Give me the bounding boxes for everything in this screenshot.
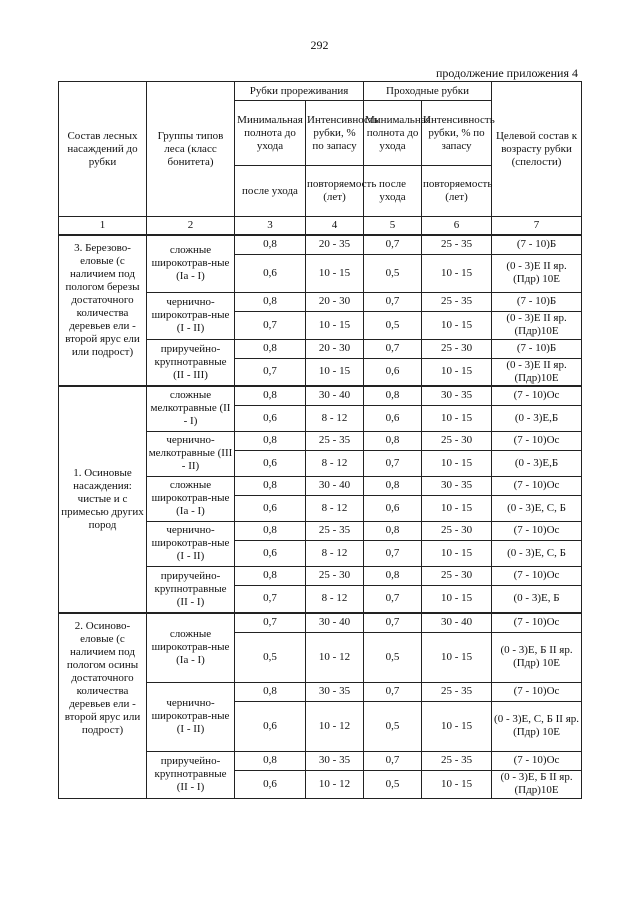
header-thin-intensity: Интенсивность рубки, % по запасу <box>306 101 364 166</box>
pass-min-density-cell: 0,5 <box>364 770 422 798</box>
pass-min-density-cell: 0,5 <box>364 632 422 682</box>
forest-group-name: приручейно-крупнотравные (II - I) <box>147 751 235 798</box>
target-composition-cell: (0 - 3)Е II яр. (Пдр) 10Е <box>492 254 582 292</box>
pass-intensity-cell: 10 - 15 <box>422 701 492 751</box>
target-composition-cell: (7 - 10)Ос <box>492 566 582 585</box>
thin-intensity-cell: 30 - 40 <box>306 386 364 405</box>
pass-intensity-cell: 10 - 15 <box>422 495 492 521</box>
pass-min-density-cell: 0,5 <box>364 311 422 339</box>
thin-intensity-cell: 25 - 30 <box>306 566 364 585</box>
pass-intensity-cell: 25 - 35 <box>422 235 492 254</box>
target-composition-cell: (0 - 3)Е II яр.(Пдр)10Е <box>492 358 582 386</box>
pass-min-density-cell: 0,6 <box>364 358 422 386</box>
thin-intensity-cell: 10 - 15 <box>306 254 364 292</box>
thin-intensity-cell: 10 - 15 <box>306 311 364 339</box>
thin-intensity-cell: 25 - 35 <box>306 431 364 450</box>
header-pass-repeat: повторяемость (лет) <box>422 166 492 217</box>
column-number: 5 <box>364 217 422 236</box>
pass-intensity-cell: 25 - 35 <box>422 682 492 701</box>
thin-min-density-cell: 0,6 <box>235 254 306 292</box>
section-name: 2. Осиново-еловые (с наличием под пологом осины достаточного количества деревьев ели - второй ярус или подрост) <box>59 613 147 798</box>
thin-intensity-cell: 10 - 15 <box>306 358 364 386</box>
forest-group-name: чернично-мелкотравные (III - II) <box>147 431 235 476</box>
header-passage: Проходные рубки <box>364 82 492 101</box>
target-composition-cell: (0 - 3)Е,Б <box>492 450 582 476</box>
pass-min-density-cell: 0,6 <box>364 495 422 521</box>
column-number: 1 <box>59 217 147 236</box>
target-composition-cell: (0 - 3)Е, С, Б II яр. (Пдр) 10Е <box>492 701 582 751</box>
pass-min-density-cell: 0,7 <box>364 292 422 311</box>
thin-intensity-cell: 10 - 12 <box>306 770 364 798</box>
continuation-note: продолжение приложения 4 <box>436 66 578 80</box>
pass-intensity-cell: 30 - 35 <box>422 386 492 405</box>
forest-group-name: приручейно-крупнотравные (II - III) <box>147 339 235 386</box>
pass-intensity-cell: 30 - 40 <box>422 613 492 632</box>
thin-intensity-cell: 20 - 30 <box>306 292 364 311</box>
header-thin-min-density: Минимальная полнота до ухода <box>235 101 306 166</box>
pass-min-density-cell: 0,7 <box>364 450 422 476</box>
table-row <box>59 386 582 405</box>
pass-min-density-cell: 0,7 <box>364 339 422 358</box>
thin-min-density-cell: 0,7 <box>235 613 306 632</box>
column-number: 2 <box>147 217 235 236</box>
forest-group-name: чернично-широкотрав-ные (I - II) <box>147 292 235 339</box>
target-composition-cell: (7 - 10)Б <box>492 235 582 254</box>
pass-intensity-cell: 30 - 35 <box>422 476 492 495</box>
target-composition-cell: (0 - 3)Е, С, Б <box>492 540 582 566</box>
pass-min-density-cell: 0,8 <box>364 476 422 495</box>
pass-min-density-cell: 0,8 <box>364 521 422 540</box>
target-composition-cell: (7 - 10)Б <box>492 292 582 311</box>
target-composition-cell: (7 - 10)Ос <box>492 682 582 701</box>
forest-group-name: сложные широкотрав-ные (Iа - I) <box>147 235 235 292</box>
target-composition-cell: (7 - 10)Ос <box>492 751 582 770</box>
pass-intensity-cell: 10 - 15 <box>422 254 492 292</box>
header-target: Целевой состав к возрасту рубки (спелости) <box>492 82 582 217</box>
pass-intensity-cell: 25 - 30 <box>422 431 492 450</box>
pass-intensity-cell: 10 - 15 <box>422 540 492 566</box>
thin-min-density-cell: 0,6 <box>235 450 306 476</box>
thin-min-density-cell: 0,7 <box>235 358 306 386</box>
target-composition-cell: (7 - 10)Ос <box>492 613 582 632</box>
header-forest-groups: Группы типов леса (класс бонитета) <box>147 82 235 217</box>
thin-min-density-cell: 0,5 <box>235 632 306 682</box>
pass-min-density-cell: 0,8 <box>364 566 422 585</box>
pass-intensity-cell: 25 - 35 <box>422 292 492 311</box>
pass-intensity-cell: 25 - 30 <box>422 521 492 540</box>
thin-intensity-cell: 10 - 12 <box>306 701 364 751</box>
thin-min-density-cell: 0,8 <box>235 521 306 540</box>
header-thinning: Рубки прореживания <box>235 82 364 101</box>
pass-min-density-cell: 0,8 <box>364 431 422 450</box>
pass-intensity-cell: 25 - 30 <box>422 339 492 358</box>
column-number: 6 <box>422 217 492 236</box>
target-composition-cell: (0 - 3)Е, Б <box>492 585 582 613</box>
thin-min-density-cell: 0,7 <box>235 585 306 613</box>
thin-intensity-cell: 8 - 12 <box>306 405 364 431</box>
thin-intensity-cell: 30 - 35 <box>306 682 364 701</box>
table-body <box>59 235 582 798</box>
target-composition-cell: (0 - 3)Е, Б II яр.(Пдр)10Е <box>492 770 582 798</box>
header-thin-after: после ухода <box>235 166 306 217</box>
thin-intensity-cell: 20 - 35 <box>306 235 364 254</box>
thin-intensity-cell: 8 - 12 <box>306 450 364 476</box>
forest-group-name: сложные широкотрав-ные (Iа - I) <box>147 613 235 682</box>
header-pass-intensity: Интенсивность рубки, % по запасу <box>422 101 492 166</box>
pass-min-density-cell: 0,5 <box>364 701 422 751</box>
column-number: 7 <box>492 217 582 236</box>
forest-group-name: чернично-широкотрав-ные (I - II) <box>147 521 235 566</box>
column-number: 4 <box>306 217 364 236</box>
pass-min-density-cell: 0,7 <box>364 585 422 613</box>
thin-min-density-cell: 0,8 <box>235 339 306 358</box>
pass-intensity-cell: 10 - 15 <box>422 585 492 613</box>
thin-intensity-cell: 25 - 35 <box>306 521 364 540</box>
target-composition-cell: (0 - 3)Е, Б II яр. (Пдр) 10Е <box>492 632 582 682</box>
header-composition: Состав лесных насаждений до рубки <box>59 82 147 217</box>
thin-min-density-cell: 0,6 <box>235 770 306 798</box>
pass-intensity-cell: 25 - 35 <box>422 751 492 770</box>
thin-min-density-cell: 0,8 <box>235 682 306 701</box>
pass-min-density-cell: 0,5 <box>364 254 422 292</box>
thin-intensity-cell: 8 - 12 <box>306 495 364 521</box>
forest-group-name: сложные мелкотравные (II - I) <box>147 386 235 431</box>
thin-min-density-cell: 0,6 <box>235 540 306 566</box>
pass-intensity-cell: 10 - 15 <box>422 450 492 476</box>
target-composition-cell: (7 - 10)Б <box>492 339 582 358</box>
thin-min-density-cell: 0,6 <box>235 495 306 521</box>
thin-min-density-cell: 0,8 <box>235 386 306 405</box>
column-number: 3 <box>235 217 306 236</box>
forest-care-table <box>58 81 582 799</box>
forest-group-name: сложные широкотрав-ные (Iа - I) <box>147 476 235 521</box>
pass-min-density-cell: 0,7 <box>364 235 422 254</box>
pass-min-density-cell: 0,7 <box>364 682 422 701</box>
pass-intensity-cell: 25 - 30 <box>422 566 492 585</box>
table-row <box>59 235 582 254</box>
forest-group-name: приручейно-крупнотравные (II - I) <box>147 566 235 613</box>
pass-min-density-cell: 0,8 <box>364 386 422 405</box>
thin-intensity-cell: 20 - 30 <box>306 339 364 358</box>
thin-intensity-cell: 30 - 35 <box>306 751 364 770</box>
target-composition-cell: (0 - 3)Е, С, Б <box>492 495 582 521</box>
target-composition-cell: (0 - 3)Е,Б <box>492 405 582 431</box>
pass-intensity-cell: 10 - 15 <box>422 405 492 431</box>
thin-intensity-cell: 30 - 40 <box>306 476 364 495</box>
thin-min-density-cell: 0,8 <box>235 235 306 254</box>
thin-min-density-cell: 0,8 <box>235 476 306 495</box>
pass-intensity-cell: 10 - 15 <box>422 770 492 798</box>
header-pass-min-density: Минимальная полнота до ухода <box>364 101 422 166</box>
pass-min-density-cell: 0,6 <box>364 405 422 431</box>
section-name: 3. Березово-еловые (с наличием под пологом березы достаточного количества деревьев ели - второй ярус ели или подрост) <box>59 235 147 386</box>
thin-min-density-cell: 0,8 <box>235 292 306 311</box>
target-composition-cell: (0 - 3)Е II яр.(Пдр)10Е <box>492 311 582 339</box>
thin-min-density-cell: 0,8 <box>235 566 306 585</box>
thin-min-density-cell: 0,7 <box>235 311 306 339</box>
target-composition-cell: (7 - 10)Ос <box>492 476 582 495</box>
pass-intensity-cell: 10 - 15 <box>422 632 492 682</box>
thin-intensity-cell: 8 - 12 <box>306 540 364 566</box>
table-row <box>59 613 582 632</box>
pass-min-density-cell: 0,7 <box>364 751 422 770</box>
pass-min-density-cell: 0,7 <box>364 540 422 566</box>
thin-intensity-cell: 10 - 12 <box>306 632 364 682</box>
thin-min-density-cell: 0,8 <box>235 751 306 770</box>
page-number: 292 <box>310 38 329 52</box>
thin-min-density-cell: 0,6 <box>235 405 306 431</box>
header-thin-repeat: повторяемость (лет) <box>306 166 364 217</box>
pass-intensity-cell: 10 - 15 <box>422 358 492 386</box>
thin-min-density-cell: 0,8 <box>235 431 306 450</box>
forest-group-name: чернично-широкотрав-ные (I - II) <box>147 682 235 751</box>
thin-intensity-cell: 8 - 12 <box>306 585 364 613</box>
pass-min-density-cell: 0,7 <box>364 613 422 632</box>
target-composition-cell: (7 - 10)Ос <box>492 431 582 450</box>
section-name: 1. Осиновые насаждения: чистые и с примесью других пород <box>59 386 147 613</box>
header-pass-after: после ухода <box>364 166 422 217</box>
thin-intensity-cell: 30 - 40 <box>306 613 364 632</box>
target-composition-cell: (7 - 10)Ос <box>492 521 582 540</box>
thin-min-density-cell: 0,6 <box>235 701 306 751</box>
pass-intensity-cell: 10 - 15 <box>422 311 492 339</box>
target-composition-cell: (7 - 10)Ос <box>492 386 582 405</box>
